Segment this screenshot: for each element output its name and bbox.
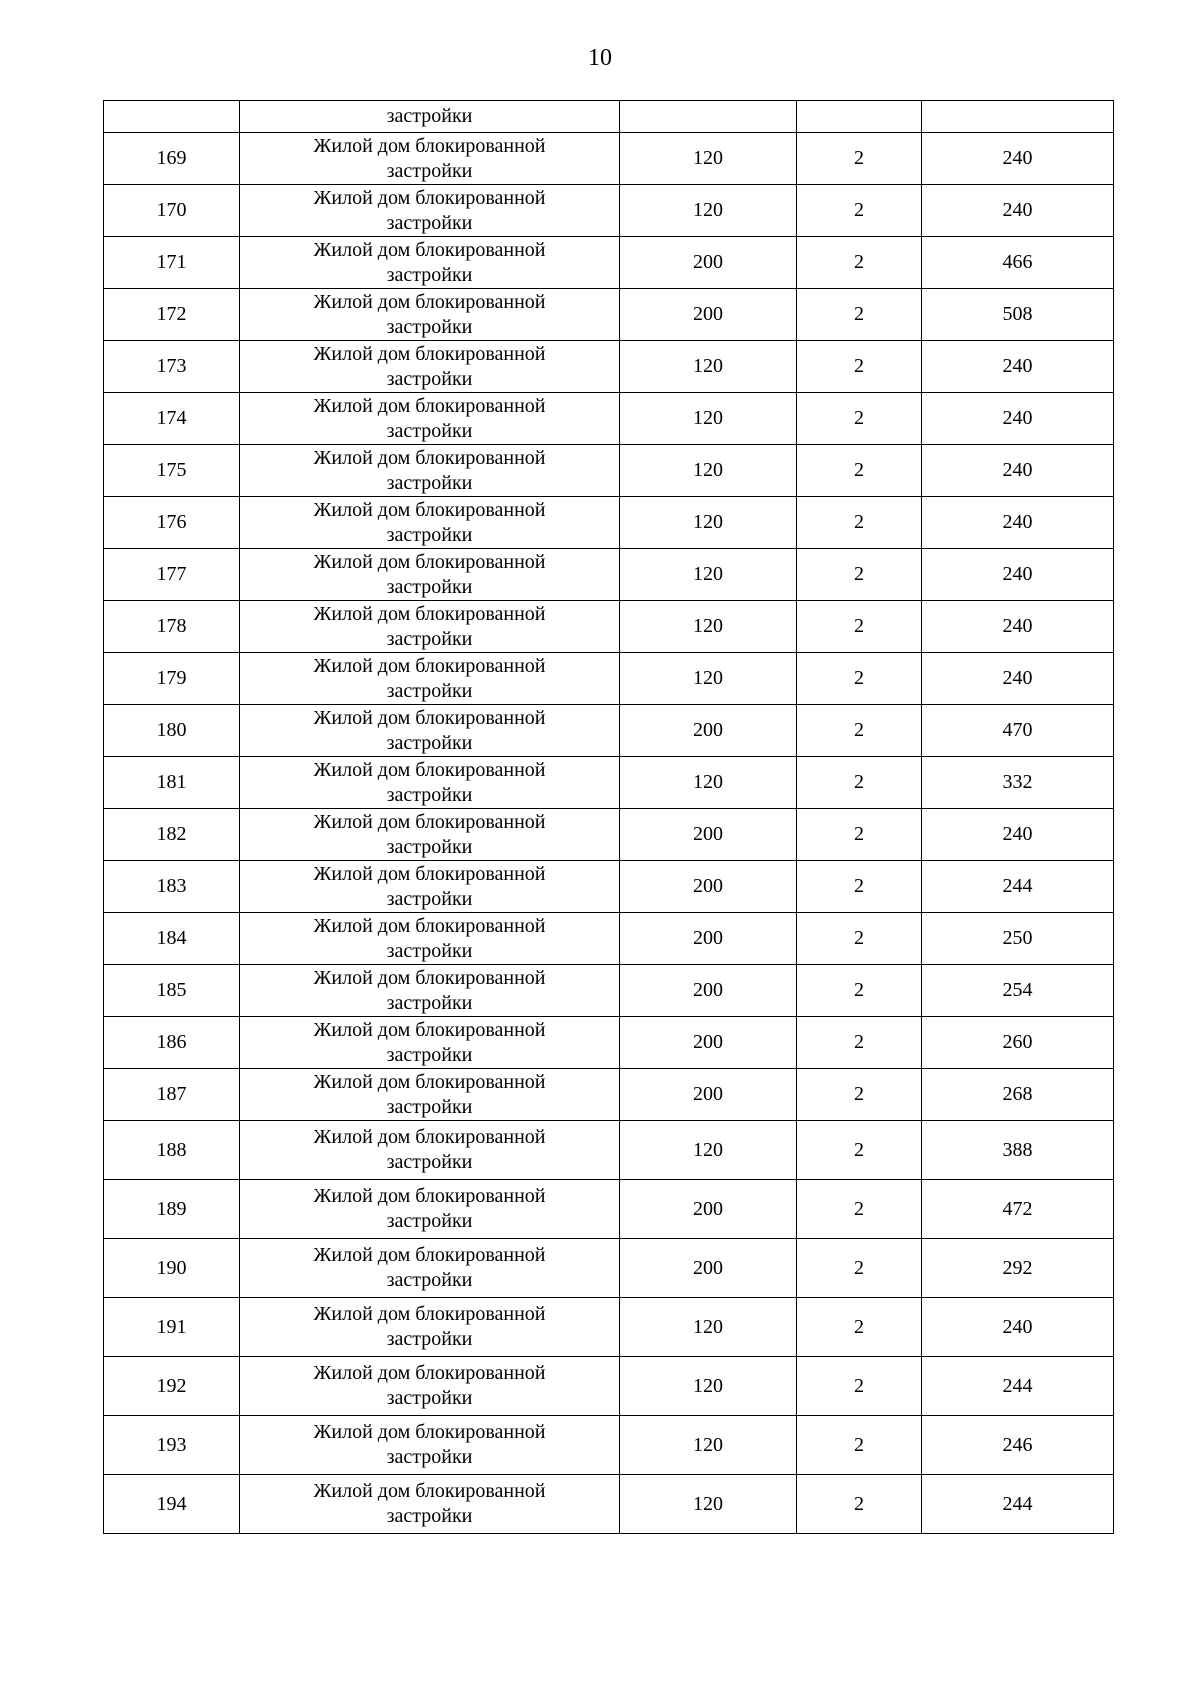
cell-value-2: 2 (797, 1017, 922, 1069)
cell-name (240, 1069, 620, 1121)
cell-value-3: 244 (922, 1475, 1114, 1534)
cell-name-line-2: застройки (386, 523, 473, 546)
cell-name-line-1: Жилой дом блокированной (313, 1185, 546, 1207)
table-row (104, 757, 1114, 809)
table-row (104, 393, 1114, 445)
cell-value-2: 2 (797, 705, 922, 757)
cell-name (240, 341, 620, 393)
cell-value-2: 2 (797, 1121, 922, 1180)
cell-number: 179 (104, 653, 240, 705)
cell-value-2: 2 (797, 445, 922, 497)
cell-number: 173 (104, 341, 240, 393)
cell-value-2: 2 (797, 1416, 922, 1475)
cell-name-line-2: застройки (386, 1269, 473, 1291)
cell-number: 177 (104, 549, 240, 601)
cell-name-line-2: застройки (386, 263, 473, 286)
cell-value-2 (797, 101, 922, 133)
cell-value-3: 240 (922, 1298, 1114, 1357)
cell-value-2: 2 (797, 1475, 922, 1534)
cell-number: 169 (104, 133, 240, 185)
cell-name (240, 653, 620, 705)
cell-value-3: 240 (922, 497, 1114, 549)
cell-name-line-1: Жилой дом блокированной (313, 1070, 546, 1093)
cell-value-2: 2 (797, 393, 922, 445)
table-row (104, 913, 1114, 965)
cell-name-line-1: Жилой дом блокированной (313, 134, 546, 157)
cell-name-line-1: Жилой дом блокированной (313, 862, 546, 885)
cell-value-2: 2 (797, 757, 922, 809)
cell-name-line-1: Жилой дом блокированной (313, 186, 546, 209)
cell-name (240, 757, 620, 809)
cell-number: 185 (104, 965, 240, 1017)
cell-number (104, 101, 240, 133)
cell-name (240, 185, 620, 237)
table-row (104, 1239, 1114, 1298)
cell-name-line-1: Жилой дом блокированной (313, 602, 546, 625)
cell-number: 175 (104, 445, 240, 497)
cell-name-line-2: застройки (386, 887, 473, 910)
cell-value-3: 240 (922, 549, 1114, 601)
cell-value-3: 244 (922, 1357, 1114, 1416)
cell-number: 193 (104, 1416, 240, 1475)
cell-name (240, 809, 620, 861)
cell-name-line-1: Жилой дом блокированной (313, 446, 546, 469)
cell-name (240, 965, 620, 1017)
cell-name-line-1: Жилой дом блокированной (313, 914, 546, 937)
table-row (104, 1180, 1114, 1239)
table-row (104, 1069, 1114, 1121)
cell-value-1: 120 (620, 653, 797, 705)
table-row (104, 1357, 1114, 1416)
cell-name-line-2: застройки (386, 471, 473, 494)
cell-name-line-1: Жилой дом блокированной (313, 1244, 546, 1266)
page-number: 10 (588, 45, 612, 71)
cell-name-line-1: Жилой дом блокированной (313, 1018, 546, 1041)
cell-name-line-1: Жилой дом блокированной (313, 1126, 546, 1148)
table-row (104, 861, 1114, 913)
cell-value-1: 120 (620, 393, 797, 445)
table-row (104, 965, 1114, 1017)
cell-name-line-1: Жилой дом блокированной (313, 706, 546, 729)
cell-value-3: 470 (922, 705, 1114, 757)
cell-name-line-2: застройки (386, 419, 473, 442)
table-row (104, 705, 1114, 757)
cell-value-3: 292 (922, 1239, 1114, 1298)
table-row (104, 445, 1114, 497)
cell-name-line-1: Жилой дом блокированной (313, 394, 546, 417)
cell-value-1: 120 (620, 601, 797, 653)
cell-value-3: 240 (922, 653, 1114, 705)
cell-name-line-2: застройки (386, 783, 473, 806)
cell-name-line-2: застройки (386, 1446, 473, 1468)
cell-name-line-1: Жилой дом блокированной (313, 1303, 546, 1325)
cell-number: 181 (104, 757, 240, 809)
cell-number: 188 (104, 1121, 240, 1180)
cell-name (240, 497, 620, 549)
table-row (104, 1475, 1114, 1534)
cell-number: 182 (104, 809, 240, 861)
cell-value-1: 120 (620, 133, 797, 185)
cell-value-2: 2 (797, 965, 922, 1017)
cell-name-line-2: застройки (386, 211, 473, 234)
cell-value-1: 120 (620, 1298, 797, 1357)
cell-value-1 (620, 101, 797, 133)
cell-value-3: 240 (922, 341, 1114, 393)
table-row (104, 1017, 1114, 1069)
cell-value-3: 472 (922, 1180, 1114, 1239)
table-row (104, 341, 1114, 393)
cell-number: 176 (104, 497, 240, 549)
table-row (104, 549, 1114, 601)
cell-value-2: 2 (797, 653, 922, 705)
cell-value-3: 332 (922, 757, 1114, 809)
cell-value-1: 200 (620, 1180, 797, 1239)
cell-name (240, 393, 620, 445)
cell-number: 183 (104, 861, 240, 913)
cell-name-line-2: застройки (386, 575, 473, 598)
table-row (104, 809, 1114, 861)
cell-number: 194 (104, 1475, 240, 1534)
cell-value-2: 2 (797, 809, 922, 861)
cell-name (240, 237, 620, 289)
cell-number: 189 (104, 1180, 240, 1239)
cell-value-1: 120 (620, 497, 797, 549)
cell-value-1: 200 (620, 1239, 797, 1298)
cell-value-3: 240 (922, 393, 1114, 445)
cell-number: 191 (104, 1298, 240, 1357)
buildings-table (103, 100, 1114, 1534)
cell-value-3: 240 (922, 809, 1114, 861)
cell-value-2: 2 (797, 185, 922, 237)
cell-name-line-1: Жилой дом блокированной (313, 654, 546, 677)
cell-value-1: 120 (620, 1416, 797, 1475)
cell-value-1: 120 (620, 185, 797, 237)
cell-value-2: 2 (797, 549, 922, 601)
cell-value-2: 2 (797, 237, 922, 289)
table-row (104, 1121, 1114, 1180)
cell-number: 187 (104, 1069, 240, 1121)
cell-name (240, 1239, 620, 1298)
cell-number: 190 (104, 1239, 240, 1298)
cell-number: 192 (104, 1357, 240, 1416)
cell-name-line-2: застройки (386, 159, 473, 182)
cell-number: 184 (104, 913, 240, 965)
cell-name (240, 445, 620, 497)
cell-value-1: 120 (620, 341, 797, 393)
cell-name (240, 549, 620, 601)
table-row-continuation (104, 101, 1114, 133)
cell-name (240, 289, 620, 341)
cell-value-1: 120 (620, 1475, 797, 1534)
table-body (104, 101, 1114, 1534)
cell-name-line-1: Жилой дом блокированной (313, 810, 546, 833)
cell-value-2: 2 (797, 913, 922, 965)
cell-value-1: 120 (620, 1121, 797, 1180)
table-row (104, 601, 1114, 653)
table-row (104, 133, 1114, 185)
cell-value-3: 388 (922, 1121, 1114, 1180)
cell-name (240, 861, 620, 913)
cell-name-line-1: Жилой дом блокированной (313, 966, 546, 989)
cell-name-line-1: Жилой дом блокированной (313, 1421, 546, 1443)
cell-value-1: 200 (620, 913, 797, 965)
table-row (104, 185, 1114, 237)
cell-value-3 (922, 101, 1114, 133)
cell-value-1: 200 (620, 965, 797, 1017)
table-row (104, 1416, 1114, 1475)
cell-value-3: 466 (922, 237, 1114, 289)
cell-value-1: 120 (620, 1357, 797, 1416)
cell-value-3: 240 (922, 185, 1114, 237)
cell-name-line-2: застройки (386, 315, 473, 338)
cell-value-1: 120 (620, 757, 797, 809)
cell-value-3: 508 (922, 289, 1114, 341)
cell-value-3: 260 (922, 1017, 1114, 1069)
cell-name-line-2: застройки (386, 1043, 473, 1066)
cell-value-1: 120 (620, 445, 797, 497)
cell-name (240, 1017, 620, 1069)
cell-value-1: 200 (620, 1069, 797, 1121)
cell-value-3: 244 (922, 861, 1114, 913)
cell-name (240, 705, 620, 757)
cell-value-3: 240 (922, 601, 1114, 653)
cell-value-3: 268 (922, 1069, 1114, 1121)
cell-value-1: 200 (620, 861, 797, 913)
cell-name-line-1: Жилой дом блокированной (313, 238, 546, 261)
cell-value-2: 2 (797, 861, 922, 913)
cell-name-line-2: застройки (386, 679, 473, 702)
table-row (104, 1298, 1114, 1357)
cell-name-line-2: застройки (386, 731, 473, 754)
cell-value-2: 2 (797, 601, 922, 653)
cell-name (240, 601, 620, 653)
cell-value-3: 240 (922, 445, 1114, 497)
cell-number: 174 (104, 393, 240, 445)
cell-name-line-2: застройки (386, 1151, 473, 1173)
cell-value-1: 200 (620, 237, 797, 289)
cell-name-line-2: застройки (386, 367, 473, 390)
cell-value-3: 246 (922, 1416, 1114, 1475)
cell-value-2: 2 (797, 133, 922, 185)
cell-name-line-2: застройки (386, 1210, 473, 1232)
cell-name-line-1: Жилой дом блокированной (313, 290, 546, 313)
table-row (104, 237, 1114, 289)
cell-value-3: 254 (922, 965, 1114, 1017)
cell-name-line-2: застройки (386, 1328, 473, 1350)
cell-name-line-1: Жилой дом блокированной (313, 1362, 546, 1384)
cell-value-1: 200 (620, 1017, 797, 1069)
cell-number: 180 (104, 705, 240, 757)
table-row (104, 289, 1114, 341)
cell-name (240, 133, 620, 185)
cell-name (240, 1475, 620, 1534)
cell-value-1: 200 (620, 289, 797, 341)
cell-name (240, 1416, 620, 1475)
table-row (104, 497, 1114, 549)
cell-number: 186 (104, 1017, 240, 1069)
cell-value-1: 200 (620, 809, 797, 861)
cell-name-line-2: застройки (386, 1505, 473, 1527)
cell-number: 171 (104, 237, 240, 289)
cell-number: 178 (104, 601, 240, 653)
cell-value-2: 2 (797, 341, 922, 393)
table-row (104, 653, 1114, 705)
cell-name (240, 1180, 620, 1239)
cell-name-line-1: Жилой дом блокированной (313, 758, 546, 781)
cell-value-3: 240 (922, 133, 1114, 185)
cell-value-2: 2 (797, 1357, 922, 1416)
cell-name-line-1: Жилой дом блокированной (313, 342, 546, 365)
cell-value-2: 2 (797, 289, 922, 341)
cell-name-line-2: застройки (386, 939, 473, 962)
cell-name (240, 1357, 620, 1416)
cell-name (240, 1121, 620, 1180)
cell-number: 172 (104, 289, 240, 341)
cell-name-line-2: застройки (386, 991, 473, 1014)
cell-name-line-1: Жилой дом блокированной (313, 550, 546, 573)
cell-name-line-1: Жилой дом блокированной (313, 1480, 546, 1502)
cell-name-line-2: застройки (386, 1095, 473, 1118)
cell-value-2: 2 (797, 1298, 922, 1357)
cell-number: 170 (104, 185, 240, 237)
cell-name-line-2: застройки (386, 835, 473, 858)
cell-value-1: 200 (620, 705, 797, 757)
cell-name (240, 1298, 620, 1357)
cell-value-2: 2 (797, 1180, 922, 1239)
cell-value-2: 2 (797, 1069, 922, 1121)
cell-value-2: 2 (797, 497, 922, 549)
cell-name (240, 913, 620, 965)
cell-value-2: 2 (797, 1239, 922, 1298)
cell-name: застройки (240, 101, 620, 133)
cell-value-1: 120 (620, 549, 797, 601)
cell-name-line-1: Жилой дом блокированной (313, 498, 546, 521)
cell-name-line-2: застройки (386, 1387, 473, 1409)
cell-name-line-2: застройки (386, 627, 473, 650)
cell-value-3: 250 (922, 913, 1114, 965)
